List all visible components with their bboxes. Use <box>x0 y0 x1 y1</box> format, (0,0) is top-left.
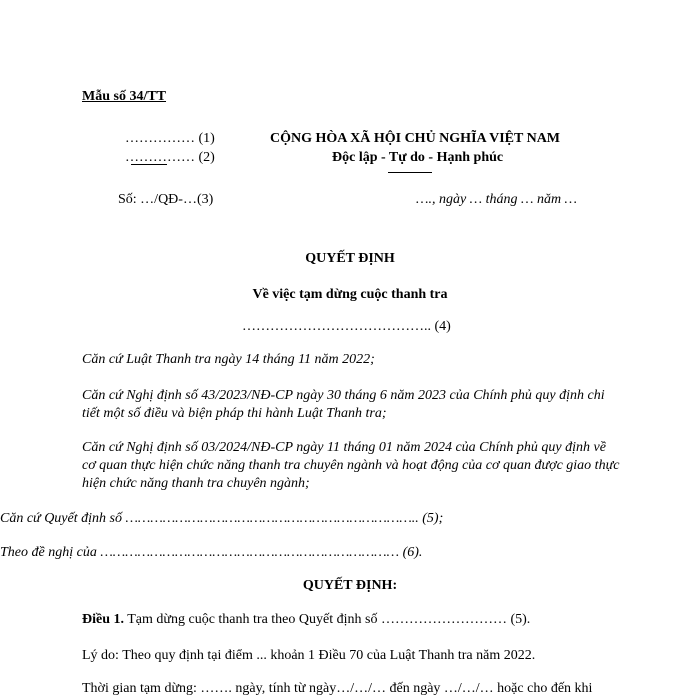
legal-basis-3: Căn cứ Nghị định số 03/2024/NĐ-CP ngày 11 tháng 01 năm 2024 của Chính phủ quy định về cơ quan thực hiện chức năng thanh tra chuyên ngành và hoạt động của cơ quan được giao thực hiện chức năng thanh tra chuyên ngành; <box>82 440 620 491</box>
issuer-line-2: …………… (2) <box>125 150 215 165</box>
article-1 <box>82 612 530 628</box>
issuer-line-1: …………… (1) <box>125 131 215 146</box>
place-date: …., ngày … tháng … năm … <box>416 192 578 207</box>
document-subtitle: Về việc tạm dừng cuộc thanh tra <box>252 287 448 302</box>
document-title: QUYẾT ĐỊNH <box>305 251 395 266</box>
issuing-authority: ………………………………….. (4) <box>242 319 451 334</box>
suspension-time: Thời gian tạm dừng: ……. ngày, tính từ ngày…/…/… đến ngày …/…/… hoặc cho đến khi <box>82 681 593 696</box>
form-number: Mẫu số 34/TT <box>82 89 167 104</box>
article-1-label: Điều 1. <box>82 612 124 627</box>
legal-basis-1: Căn cứ Luật Thanh tra ngày 14 tháng 11 năm 2022; <box>82 352 375 367</box>
proposal-basis: Theo đề nghị của ……………………………………………………………… (6). <box>0 545 423 560</box>
issuer-divider <box>131 164 167 165</box>
national-slogan: Độc lập - Tự do - Hạnh phúc <box>332 150 504 165</box>
suspension-reason: Lý do: Theo quy định tại điểm ... khoản 1 Điều 70 của Luật Thanh tra năm 2022. <box>82 648 536 663</box>
article-1-text: Tạm dừng cuộc thanh tra theo Quyết định số ……………………… (5). <box>124 612 531 627</box>
slogan-divider <box>388 172 432 173</box>
legal-basis-4: Căn cứ Quyết định số …………………………………………………………….. (5); <box>0 511 444 526</box>
legal-basis-2: Căn cứ Nghị định số 43/2023/NĐ-CP ngày 30 tháng 6 năm 2023 của Chính phủ quy định chi tiết một số điều và biện pháp thi hành Luật Thanh tra; <box>82 388 605 421</box>
country-name: CỘNG HÒA XÃ HỘI CHỦ NGHĨA VIỆT NAM <box>270 131 561 146</box>
decision-heading: QUYẾT ĐỊNH: <box>302 578 398 593</box>
document-number: Số: …/QĐ-…(3) <box>118 192 214 207</box>
